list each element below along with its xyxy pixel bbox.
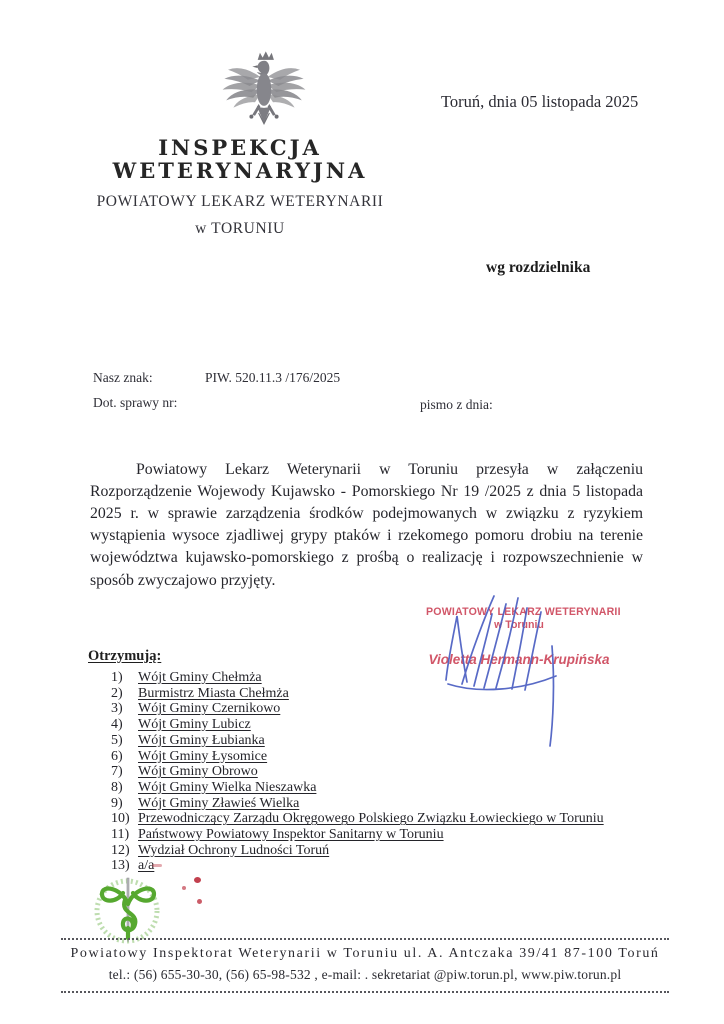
recipient-row bbox=[88, 843, 568, 859]
org-name-line4: w TORUNIU bbox=[195, 220, 285, 238]
document-date: Toruń, dnia 05 listopada 2025 bbox=[441, 92, 639, 111]
recipients-heading: Otrzymują: bbox=[88, 648, 162, 664]
recipient-number: 6) bbox=[111, 748, 123, 764]
ink-speck bbox=[197, 899, 202, 904]
org-name-line2: WETERYNARYJNA bbox=[112, 158, 368, 184]
recipient-label: Wójt Gminy Łubianka bbox=[138, 732, 265, 748]
veterinary-caduceus-icon bbox=[89, 874, 169, 948]
recipient-label: Wójt Gminy Obrowo bbox=[138, 764, 258, 780]
recipient-label: Wójt Gminy Łysomice bbox=[138, 748, 268, 764]
recipient-label: Państwowy Powiatowy Inspektor Sanitarny w Toruniu bbox=[138, 827, 444, 843]
recipient-label: Przewodniczący Zarządu Okręgowego Polskiego Związku Łowieckiego w Toruniu bbox=[138, 811, 604, 827]
recipient-row bbox=[88, 827, 568, 843]
recipient-number: 3) bbox=[111, 701, 123, 717]
body-paragraph: Powiatowy Lekarz Weterynarii w Toruniu przesyła w załączeniu Rozporządzenie Wojewody Kujawsko - Pomorskiego Nr 19 /2025 z dnia 5 listopada 2025 r. w sprawie zarządzenia środków podejmowanych w związku z ryzykiem wystąpienia wysoce zjadliwej grypy ptaków i rzekomego pomoru drobiu na terenie województwa kujawsko-pomorskiego z prośbą o realizację i rozpowszechnienie w sposób zwyczajowo przyjęty. bbox=[90, 461, 643, 589]
org-name-line3: POWIATOWY LEKARZ WETERYNARII bbox=[96, 193, 384, 211]
recipient-row bbox=[88, 796, 568, 812]
recipient-label: Wydział Ochrony Ludności Toruń bbox=[138, 842, 330, 858]
stamp-city-line: w Toruniu bbox=[494, 619, 544, 631]
signature-scribble bbox=[424, 588, 599, 758]
recipient-number: 7) bbox=[111, 764, 123, 780]
ink-speck bbox=[194, 877, 201, 883]
recipient-label: Burmistrz Miasta Chełmża bbox=[138, 685, 289, 701]
recipient-number: 11) bbox=[111, 827, 130, 843]
recipient-label: Wójt Gminy Chełmża bbox=[138, 670, 262, 685]
recipient-label: Wójt Gminy Zławieś Wielka bbox=[138, 795, 300, 811]
recipient-number: 10) bbox=[111, 811, 130, 827]
ref-pismo-z-dnia-label: pismo z dnia: bbox=[420, 397, 493, 412]
recipient-row bbox=[88, 780, 568, 796]
recipient-number: 5) bbox=[111, 732, 123, 748]
org-name-line1: INSPEKCJA bbox=[158, 135, 322, 160]
recipient-row bbox=[88, 811, 604, 827]
recipient-label: a/a bbox=[138, 858, 155, 874]
recipient-number: 12) bbox=[111, 842, 130, 858]
recipient-number: 1) bbox=[111, 670, 123, 685]
stamp-signatory-name: Violetta Hermann-Krupińska bbox=[428, 652, 610, 667]
footer-address-line: Powiatowy Inspektorat Weterynarii w Toruniu ul. A. Antczaka 39/41 87-100 Toruń bbox=[70, 946, 660, 961]
footer-contact-block bbox=[61, 938, 669, 993]
polish-eagle-emblem-icon bbox=[216, 50, 312, 140]
ref-dot-sprawy-label: Dot. sprawy nr: bbox=[93, 395, 178, 410]
ink-speck bbox=[182, 886, 186, 890]
recipient-label: Wójt Gminy Lubicz bbox=[138, 717, 251, 733]
recipient-number: 13) bbox=[111, 858, 130, 874]
recipient-label: Wójt Gminy Wielka Nieszawka bbox=[138, 779, 317, 795]
recipient-number: 4) bbox=[111, 717, 123, 733]
stamp-title-line: POWIATOWY LEKARZ WETERYNARII bbox=[426, 606, 621, 618]
recipient-row bbox=[88, 764, 568, 780]
ref-nasz-znak-value: PIW. 520.11.3 /176/2025 bbox=[205, 370, 341, 385]
addressee-line: wg rozdzielnika bbox=[486, 259, 591, 276]
recipient-number: 2) bbox=[111, 685, 123, 701]
ink-speck bbox=[152, 864, 162, 867]
footer-phone-email-line: tel.: (56) 655-30-30, (56) 65-98-532 , e-mail: . sekretariat @piw.torun.pl, www.piw.torun.pl bbox=[108, 967, 622, 982]
letterhead-org-block bbox=[90, 136, 390, 238]
recipient-number: 8) bbox=[111, 779, 123, 795]
recipient-label: Wójt Gminy Czernikowo bbox=[138, 701, 281, 717]
ref-nasz-znak-label: Nasz znak: bbox=[93, 370, 153, 385]
recipient-number: 9) bbox=[111, 795, 123, 811]
